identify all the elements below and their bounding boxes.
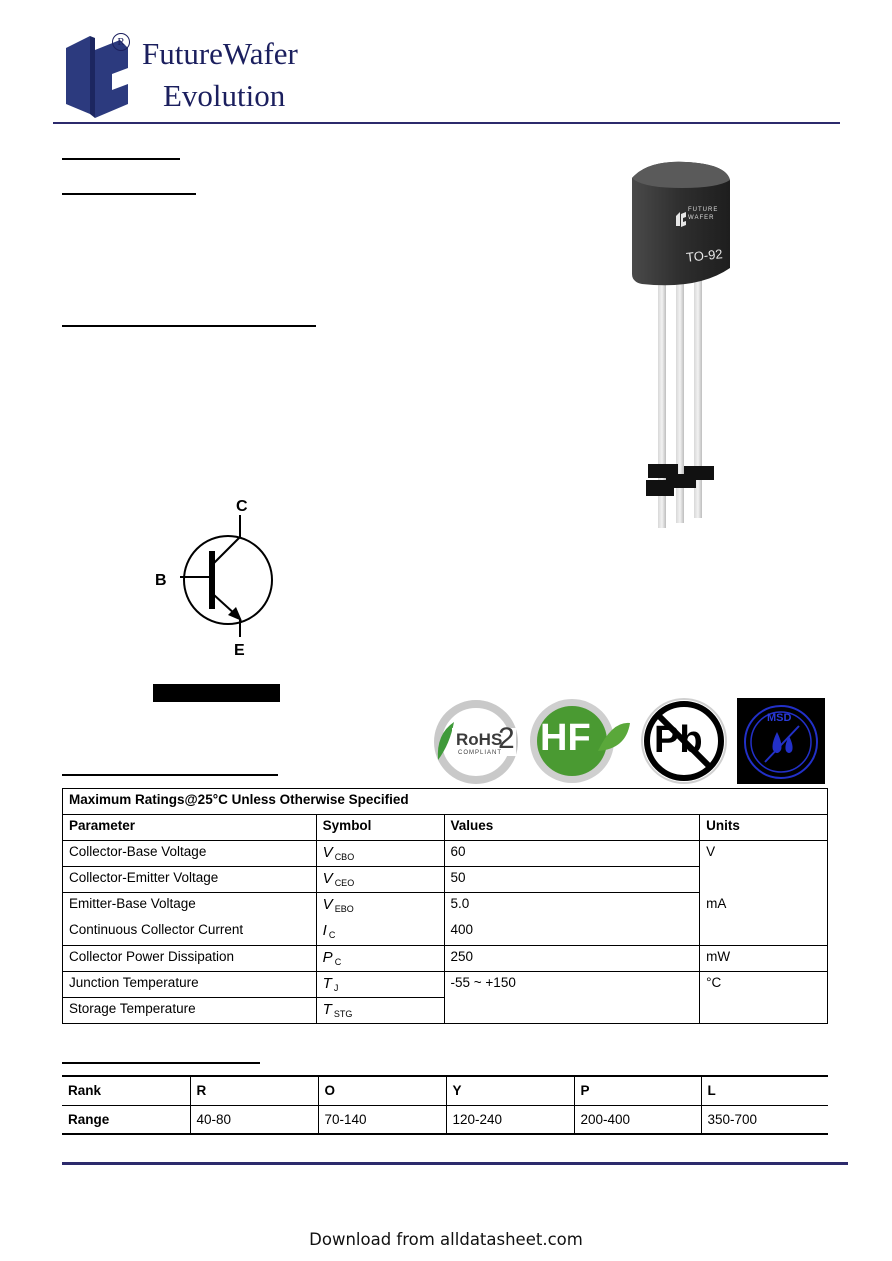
value-cell: 60: [444, 841, 700, 867]
brand-name-line2: Evolution: [163, 78, 286, 113]
range-o: 70-140: [318, 1105, 446, 1134]
rank-p: P: [574, 1076, 701, 1105]
rohs-badge: [432, 700, 520, 784]
header-units: Units: [700, 815, 828, 841]
pin-label-collector: C: [236, 498, 248, 515]
rohs-number: 2: [498, 722, 515, 755]
heading-underline-1: [62, 158, 180, 160]
pin-label-emitter: E: [234, 642, 245, 659]
package-logo-line2: WAFER: [688, 215, 715, 221]
rohs-text: RoHS: [456, 730, 503, 749]
symbol-letter: I: [322, 922, 327, 939]
symbol-cell: [316, 867, 444, 893]
rank-header-row: [62, 1076, 828, 1105]
hf-text: HF: [540, 717, 591, 759]
header-values: Values: [444, 815, 700, 841]
symbol-cell: [317, 919, 444, 945]
rank-y: Y: [446, 1076, 574, 1105]
symbol-cell: [316, 972, 444, 998]
symbol-letter: V: [322, 870, 333, 887]
param-cell: Storage Temperature: [63, 998, 317, 1024]
redaction-bar: [153, 684, 280, 702]
unit-cell: mA: [700, 893, 828, 946]
unit-cell: °C: [700, 972, 828, 1024]
value-cell: 5.0: [450, 896, 470, 911]
param-cell: Continuous Collector Current: [69, 922, 244, 937]
range-label: Range: [62, 1105, 190, 1134]
header-divider: [53, 122, 840, 124]
rank-table: [62, 1075, 828, 1135]
range-row: [62, 1105, 828, 1134]
range-l: 350-700: [701, 1105, 828, 1134]
unit-cell: V: [700, 841, 828, 893]
maximum-ratings-table: [62, 788, 828, 1024]
table-row: [63, 841, 828, 867]
header-parameter: Parameter: [63, 815, 317, 841]
symbol-cell: [316, 946, 444, 972]
symbol-subscript: STG: [333, 1009, 353, 1019]
symbol-cell-group: [316, 893, 444, 946]
param-cell-group: [63, 893, 317, 946]
value-cell: 250: [444, 946, 700, 972]
pb-text: Pb: [654, 719, 703, 761]
range-r: 40-80: [190, 1105, 318, 1134]
footer-download-link[interactable]: Download from alldatasheet.com: [309, 1230, 583, 1249]
symbol-letter: T: [322, 1001, 332, 1018]
symbol-letter: V: [322, 844, 333, 861]
symbol-letter: T: [322, 975, 332, 992]
param-cell: Collector-Base Voltage: [63, 841, 317, 867]
header-symbol: Symbol: [316, 815, 444, 841]
value-cell: -55 ~ +150: [444, 972, 700, 1024]
rank-l: L: [701, 1076, 828, 1105]
ratings-header-row: [63, 815, 828, 841]
param-cell: Collector Power Dissipation: [63, 946, 317, 972]
hf-badge: [528, 697, 632, 785]
npn-transistor-symbol-icon: [170, 515, 280, 645]
rank-r: R: [190, 1076, 318, 1105]
param-cell: Junction Temperature: [63, 972, 317, 998]
rank-o: O: [318, 1076, 446, 1105]
symbol-subscript: C: [334, 957, 342, 967]
ratings-title: Maximum Ratings@25°C Unless Otherwise Specified: [63, 789, 828, 815]
table-row: [63, 946, 828, 972]
msd-droplet-icon: [737, 698, 825, 784]
range-y: 120-240: [446, 1105, 574, 1134]
rohs-compliant-text: COMPLIANT: [458, 750, 503, 756]
symbol-subscript: J: [333, 983, 339, 993]
registered-mark-text: R: [117, 36, 125, 48]
package-logo-line1: FUTURE: [688, 207, 719, 213]
symbol-letter: V: [322, 896, 333, 913]
heading-underline-4: [62, 774, 278, 776]
msd-badge: [737, 698, 825, 784]
ratings-title-row: [63, 789, 828, 815]
range-p: 200-400: [574, 1105, 701, 1134]
heading-underline-3: [62, 325, 316, 327]
symbol-cell: [317, 893, 444, 919]
value-cell-group: [444, 893, 700, 946]
to92-package-image: [618, 158, 738, 538]
symbol-cell: [316, 998, 444, 1024]
pb-free-badge: [640, 697, 728, 785]
registered-mark: [112, 33, 130, 51]
rank-label: Rank: [62, 1076, 190, 1105]
package-label: TO-92: [685, 246, 724, 265]
symbol-subscript: EBO: [334, 904, 354, 914]
unit-cell: mW: [700, 946, 828, 972]
symbol-subscript: CBO: [334, 852, 355, 862]
param-cell: Emitter-Base Voltage: [69, 896, 196, 911]
symbol-letter: P: [322, 949, 333, 966]
value-cell: 50: [444, 867, 700, 893]
heading-underline-5: [62, 1062, 260, 1064]
heading-underline-2: [62, 193, 196, 195]
symbol-subscript: C: [328, 930, 336, 940]
msd-text: MSD: [767, 712, 792, 724]
symbol-subscript: CEO: [334, 878, 355, 888]
brand-name-line1: FutureWafer: [142, 36, 298, 71]
table-row: [63, 972, 828, 998]
pin-label-base: B: [155, 572, 167, 589]
param-cell: Collector-Emitter Voltage: [63, 867, 317, 893]
symbol-cell: [316, 841, 444, 867]
value-cell: 400: [450, 922, 474, 937]
footer-divider: [62, 1162, 848, 1165]
